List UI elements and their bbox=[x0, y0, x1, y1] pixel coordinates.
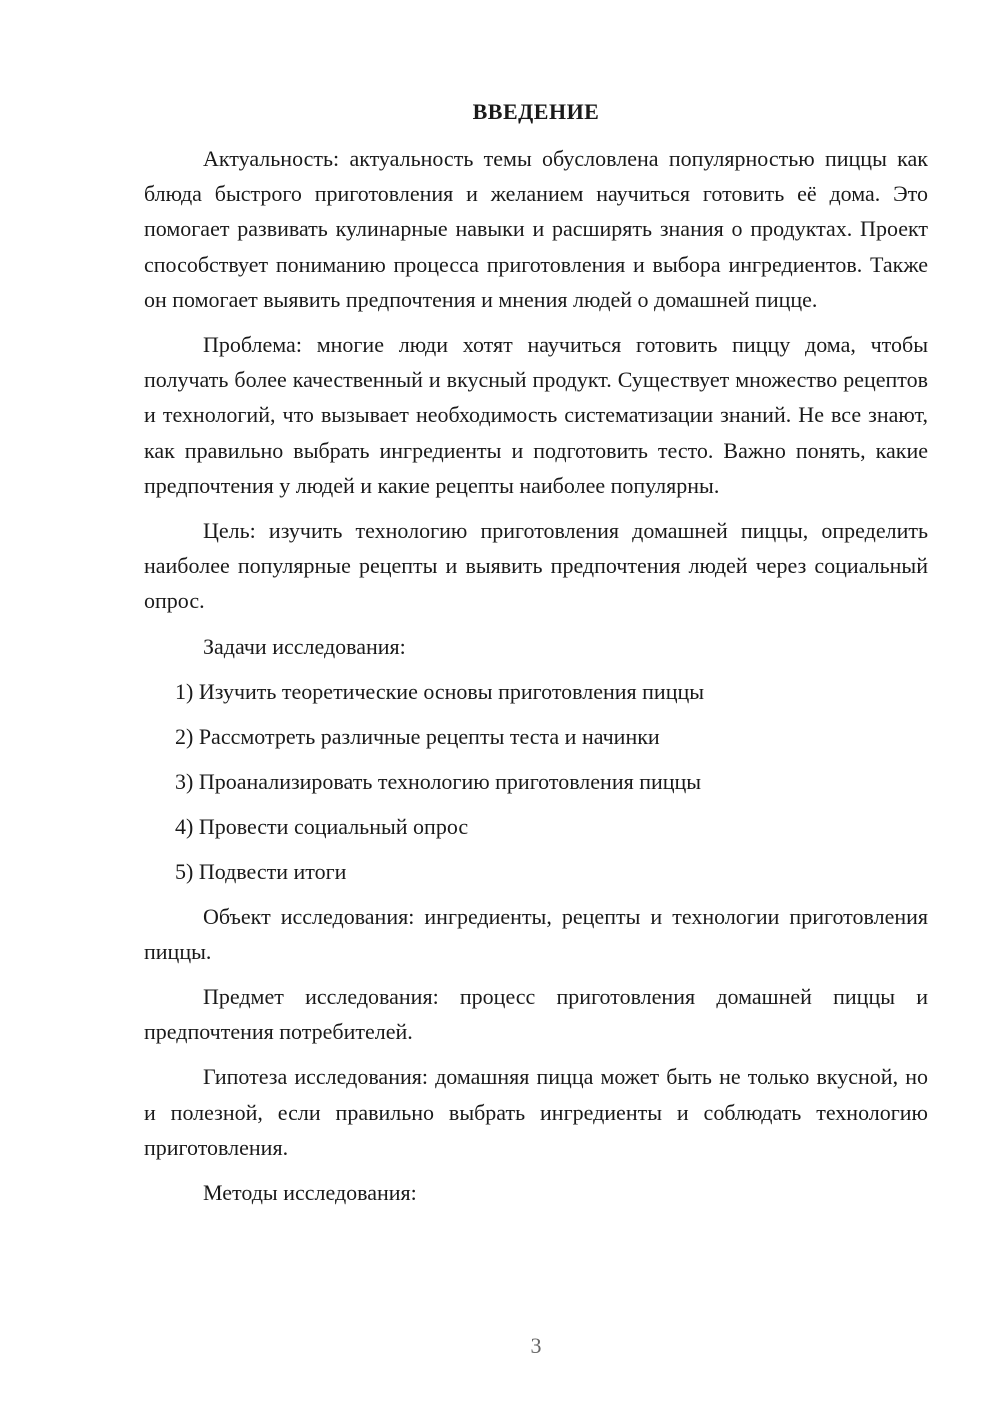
tasks-heading: Задачи исследования: bbox=[203, 633, 406, 659]
relevance-paragraph: Актуальность: актуальность темы обусловлена популярностью пиццы как блюда быстрого приготовления и желанием научиться готовить её дома. Это помогает развивать кулинарные навыки и расширять знания о продуктах. Проект способствует пониманию процесса приготовления и выбора ингредиентов. Также он помогает выявить предпочтения и мнения людей о домашней пицце. bbox=[144, 146, 928, 312]
problem-paragraph: Проблема: многие люди хотят научиться готовить пиццу дома, чтобы получать более качественный и вкусный продукт. Существует множество рецептов и технологий, что вызывает необходимость систематизации знаний. Не все знают, как правильно выбрать ингредиенты и подготовить тесто. Важно понять, какие предпочтения у людей и какие рецепты наиболее популярны. bbox=[144, 332, 928, 498]
document-page bbox=[144, 94, 928, 1220]
tasks-list bbox=[144, 674, 928, 889]
subject-paragraph: Предмет исследования: процесс приготовления домашней пиццы и предпочтения потребителей. bbox=[144, 984, 928, 1045]
methods-heading: Методы исследования: bbox=[203, 1180, 417, 1206]
task-item: 1) Изучить теоретические основы приготовления пиццы bbox=[175, 678, 705, 704]
hypothesis-paragraph: Гипотеза исследования: домашняя пицца может быть не только вкусной, но и полезной, если правильно выбрать ингредиенты и соблюдать технологию приготовления. bbox=[144, 1064, 928, 1160]
task-item: 2) Рассмотреть различные рецепты теста и начинки bbox=[175, 723, 660, 749]
task-item: 3) Проанализировать технологию приготовления пиццы bbox=[175, 768, 702, 794]
task-item: 4) Провести социальный опрос bbox=[175, 813, 469, 839]
object-paragraph: Объект исследования: ингредиенты, рецепты и технологии приготовления пиццы. bbox=[144, 903, 928, 964]
goal-paragraph: Цель: изучить технологию приготовления домашней пиццы, определить наиболее популярные рецепты и выявить предпочтения людей через социальный опрос. bbox=[144, 518, 928, 614]
page-number: 3 bbox=[530, 1333, 542, 1358]
task-item: 5) Подвести итоги bbox=[175, 858, 347, 884]
section-title: ВВЕДЕНИЕ bbox=[472, 99, 600, 124]
